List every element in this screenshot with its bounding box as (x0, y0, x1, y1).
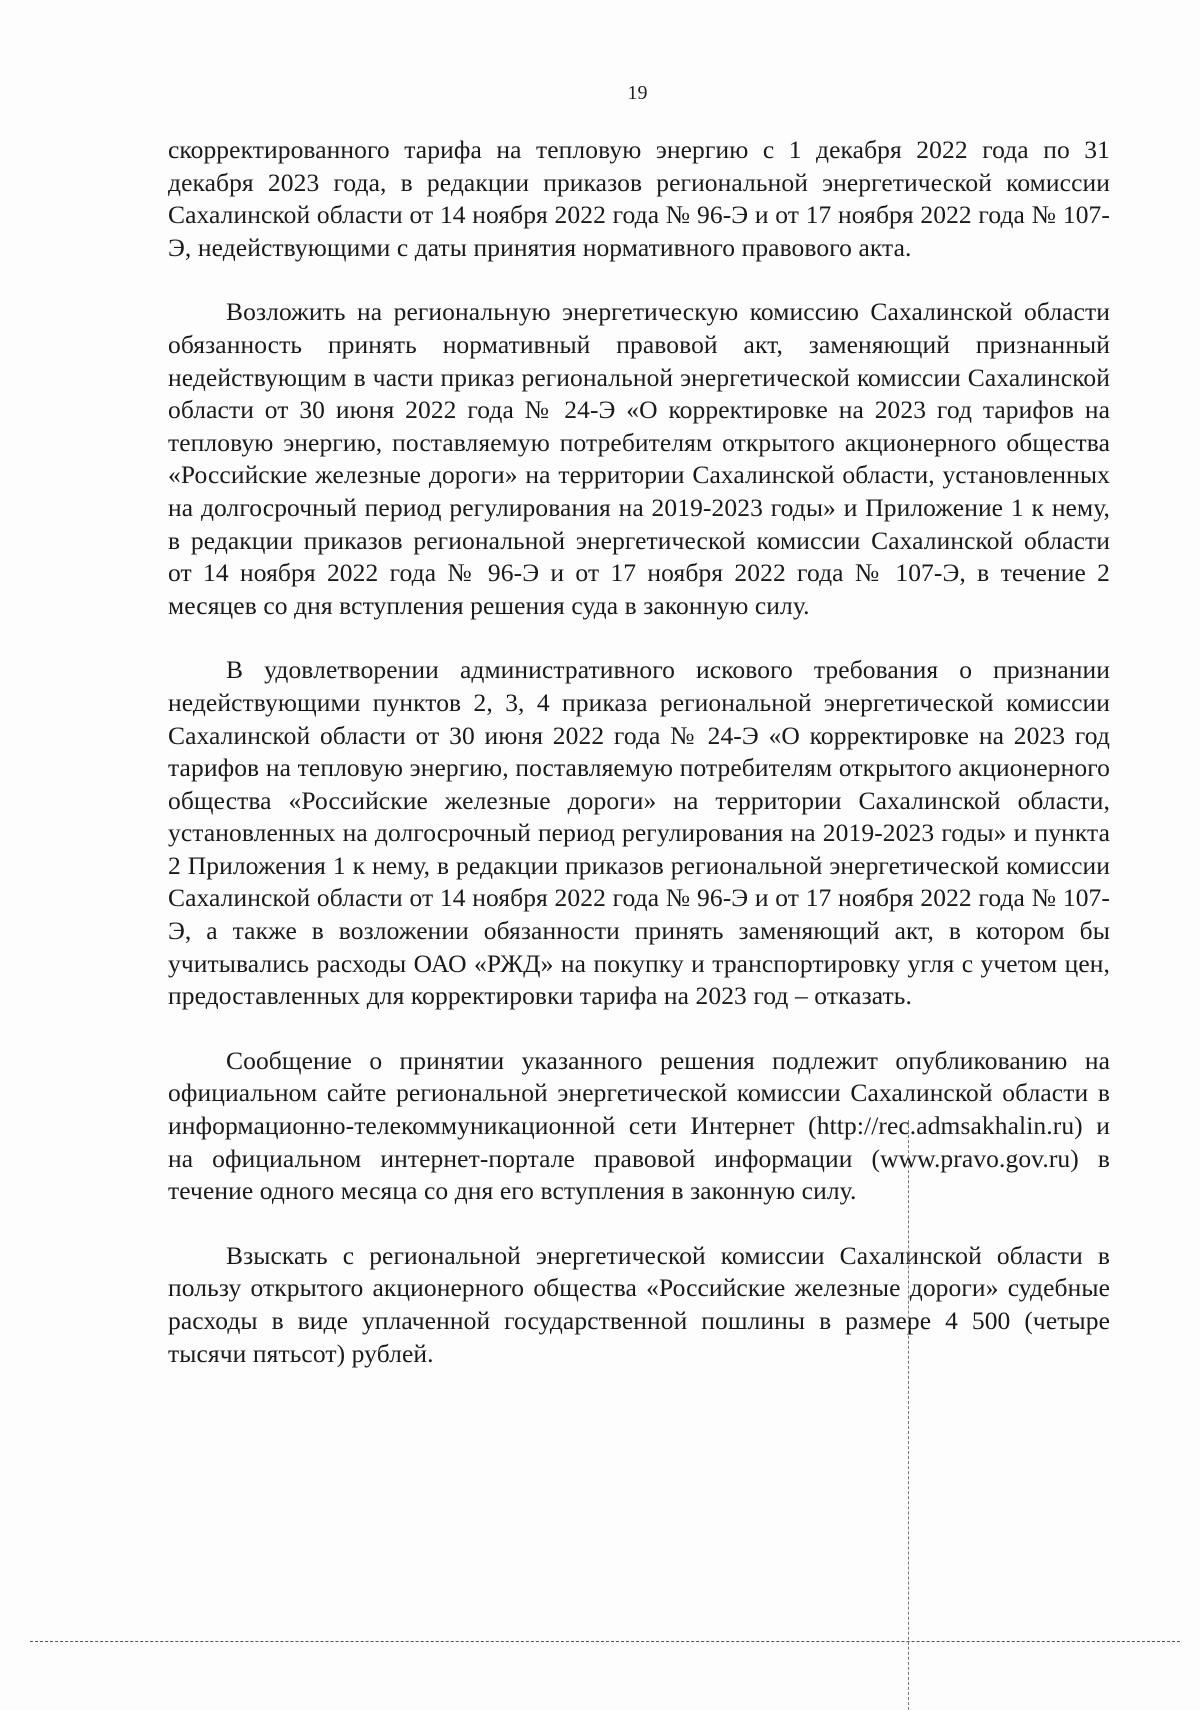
paragraph-obligation: Возложить на региональную энергетическую комиссию Сахалинской области обязанность принять нормативный правовой акт, заменяющий признанный недействующим в части приказ региональной энергетической комиссии Сахалинской области от 30 июня 2022 года № 24-Э «О корректировке на 2023 год тарифов на тепловую энергию, поставляемую потребителям открытого акционерного общества «Российские железные дороги» на территории Сахалинской области, установленных на долгосрочный период регулирования на 2019-2023 годы» и Приложение 1 к нему, в редакции приказов региональной энергетической комиссии Сахалинской области от 14 ноября 2022 года № 96-Э и от 17 ноября 2022 года № 107-Э, в течение 2 месяцев со дня вступления решения суда в законную силу. (168, 297, 1110, 620)
paragraph-continuation: скорректированного тарифа на тепловую энергию с 1 декабря 2022 года по 31 декабря 2023 года, в редакции приказов региональной энергетической комиссии Сахалинской области от 14 ноября 2022 года № 96-Э и от 17 ноября 2022 года № 107-Э, недействующими с даты принятия нормативного правового акта. (168, 135, 1110, 262)
page-number: 19 (627, 82, 648, 104)
paragraph-costs: Взыскать с региональной энергетической комиссии Сахалинской области в пользу открытого акционерного общества «Российские железные дороги» судебные расходы в виде уплаченной государственной пошлины в размере 4 500 (четыре тысячи пятьсот) рублей. (168, 1240, 1110, 1368)
paragraph-publication: Сообщение о принятии указанного решения подлежит опубликованию на официальном сайте региональной энергетической комиссии Сахалинской области в информационно-телекоммуникационной сети Интернет (http://rec.admsakhalin.ru) и на официальном интернет-портале правовой информации (www.pravo.gov.ru) в течение одного месяца со дня его вступления в законную силу. (168, 1045, 1110, 1206)
paragraph-refusal: В удовлетворении административного искового требования о признании недействующими пунктов 2, 3, 4 приказа региональной энергетической комиссии Сахалинской области от 30 июня 2022 года № 24-Э «О корректировке на 2023 год тарифов на тепловую энергию, поставляемую потребителям открытого акционерного общества «Российские железные дороги» на территории Сахалинской области, установленных на долгосрочный период регулирования на 2019-2023 годы» и пункта 2 Приложения 1 к нему, в редакции приказов региональной энергетической комиссии Сахалинской области от 14 ноября 2022 года № 96-Э и от 17 ноября 2022 года № 107-Э, а также в возложении обязанности принять заменяющий акт, в котором бы учитывались расходы ОАО «РЖД» на покупку и транспортировку угля с учетом цен, предоставленных для корректировки тарифа на 2023 год – отказать. (168, 655, 1110, 1011)
scan-artifact-horizontal-line (30, 1641, 1180, 1642)
scan-artifact-vertical-line (908, 1120, 909, 1710)
document-body (168, 134, 1110, 1370)
